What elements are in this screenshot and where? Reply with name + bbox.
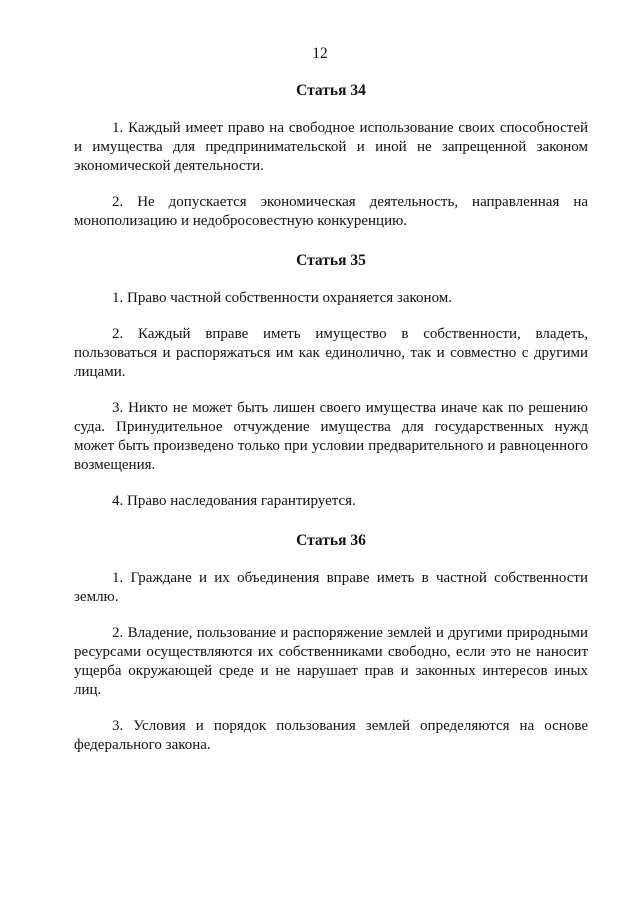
article-title: Статья 36 [296, 532, 366, 549]
article-36 [74, 532, 588, 755]
article-title: Статья 35 [296, 252, 366, 269]
article-paragraph: 2. Не допускается экономическая деятельность, направленная на монополизацию и недобросовестную конкуренцию. [74, 194, 588, 229]
article-34 [74, 82, 588, 231]
article-paragraph: 4. Право наследования гарантируется. [112, 493, 356, 509]
article-paragraph: 3. Никто не может быть лишен своего имущества иначе как по решению суда. Принудительное отчуждение имущества для государственных нужд может быть произведено только при условии предварительного и равноценного возмещения. [74, 400, 588, 473]
article-paragraph: 2. Владение, пользование и распоряжение землей и другими природными ресурсами осуществляются их собственниками свободно, если это не наносит ущерба окружающей среде и не нарушает прав и законных интересов иных лиц. [74, 625, 588, 698]
article-35 [74, 252, 588, 511]
article-paragraph: 3. Условия и порядок пользования землей определяются на основе федерального закона. [74, 718, 588, 753]
page-number: 12 [312, 45, 328, 62]
document-body [74, 82, 588, 772]
article-paragraph: 1. Каждый имеет право на свободное использование своих способностей и имущества для предпринимательской и иной не запрещенной законом экономической деятельности. [74, 120, 588, 174]
article-paragraph: 1. Право частной собственности охраняется законом. [112, 290, 453, 306]
article-paragraph: 2. Каждый вправе иметь имущество в собственности, владеть, пользоваться и распоряжаться им как единолично, так и совместно с другими лицами. [74, 326, 588, 380]
article-paragraph: 1. Граждане и их объединения вправе иметь в частной собственности землю. [74, 570, 588, 605]
article-title: Статья 34 [296, 82, 366, 99]
